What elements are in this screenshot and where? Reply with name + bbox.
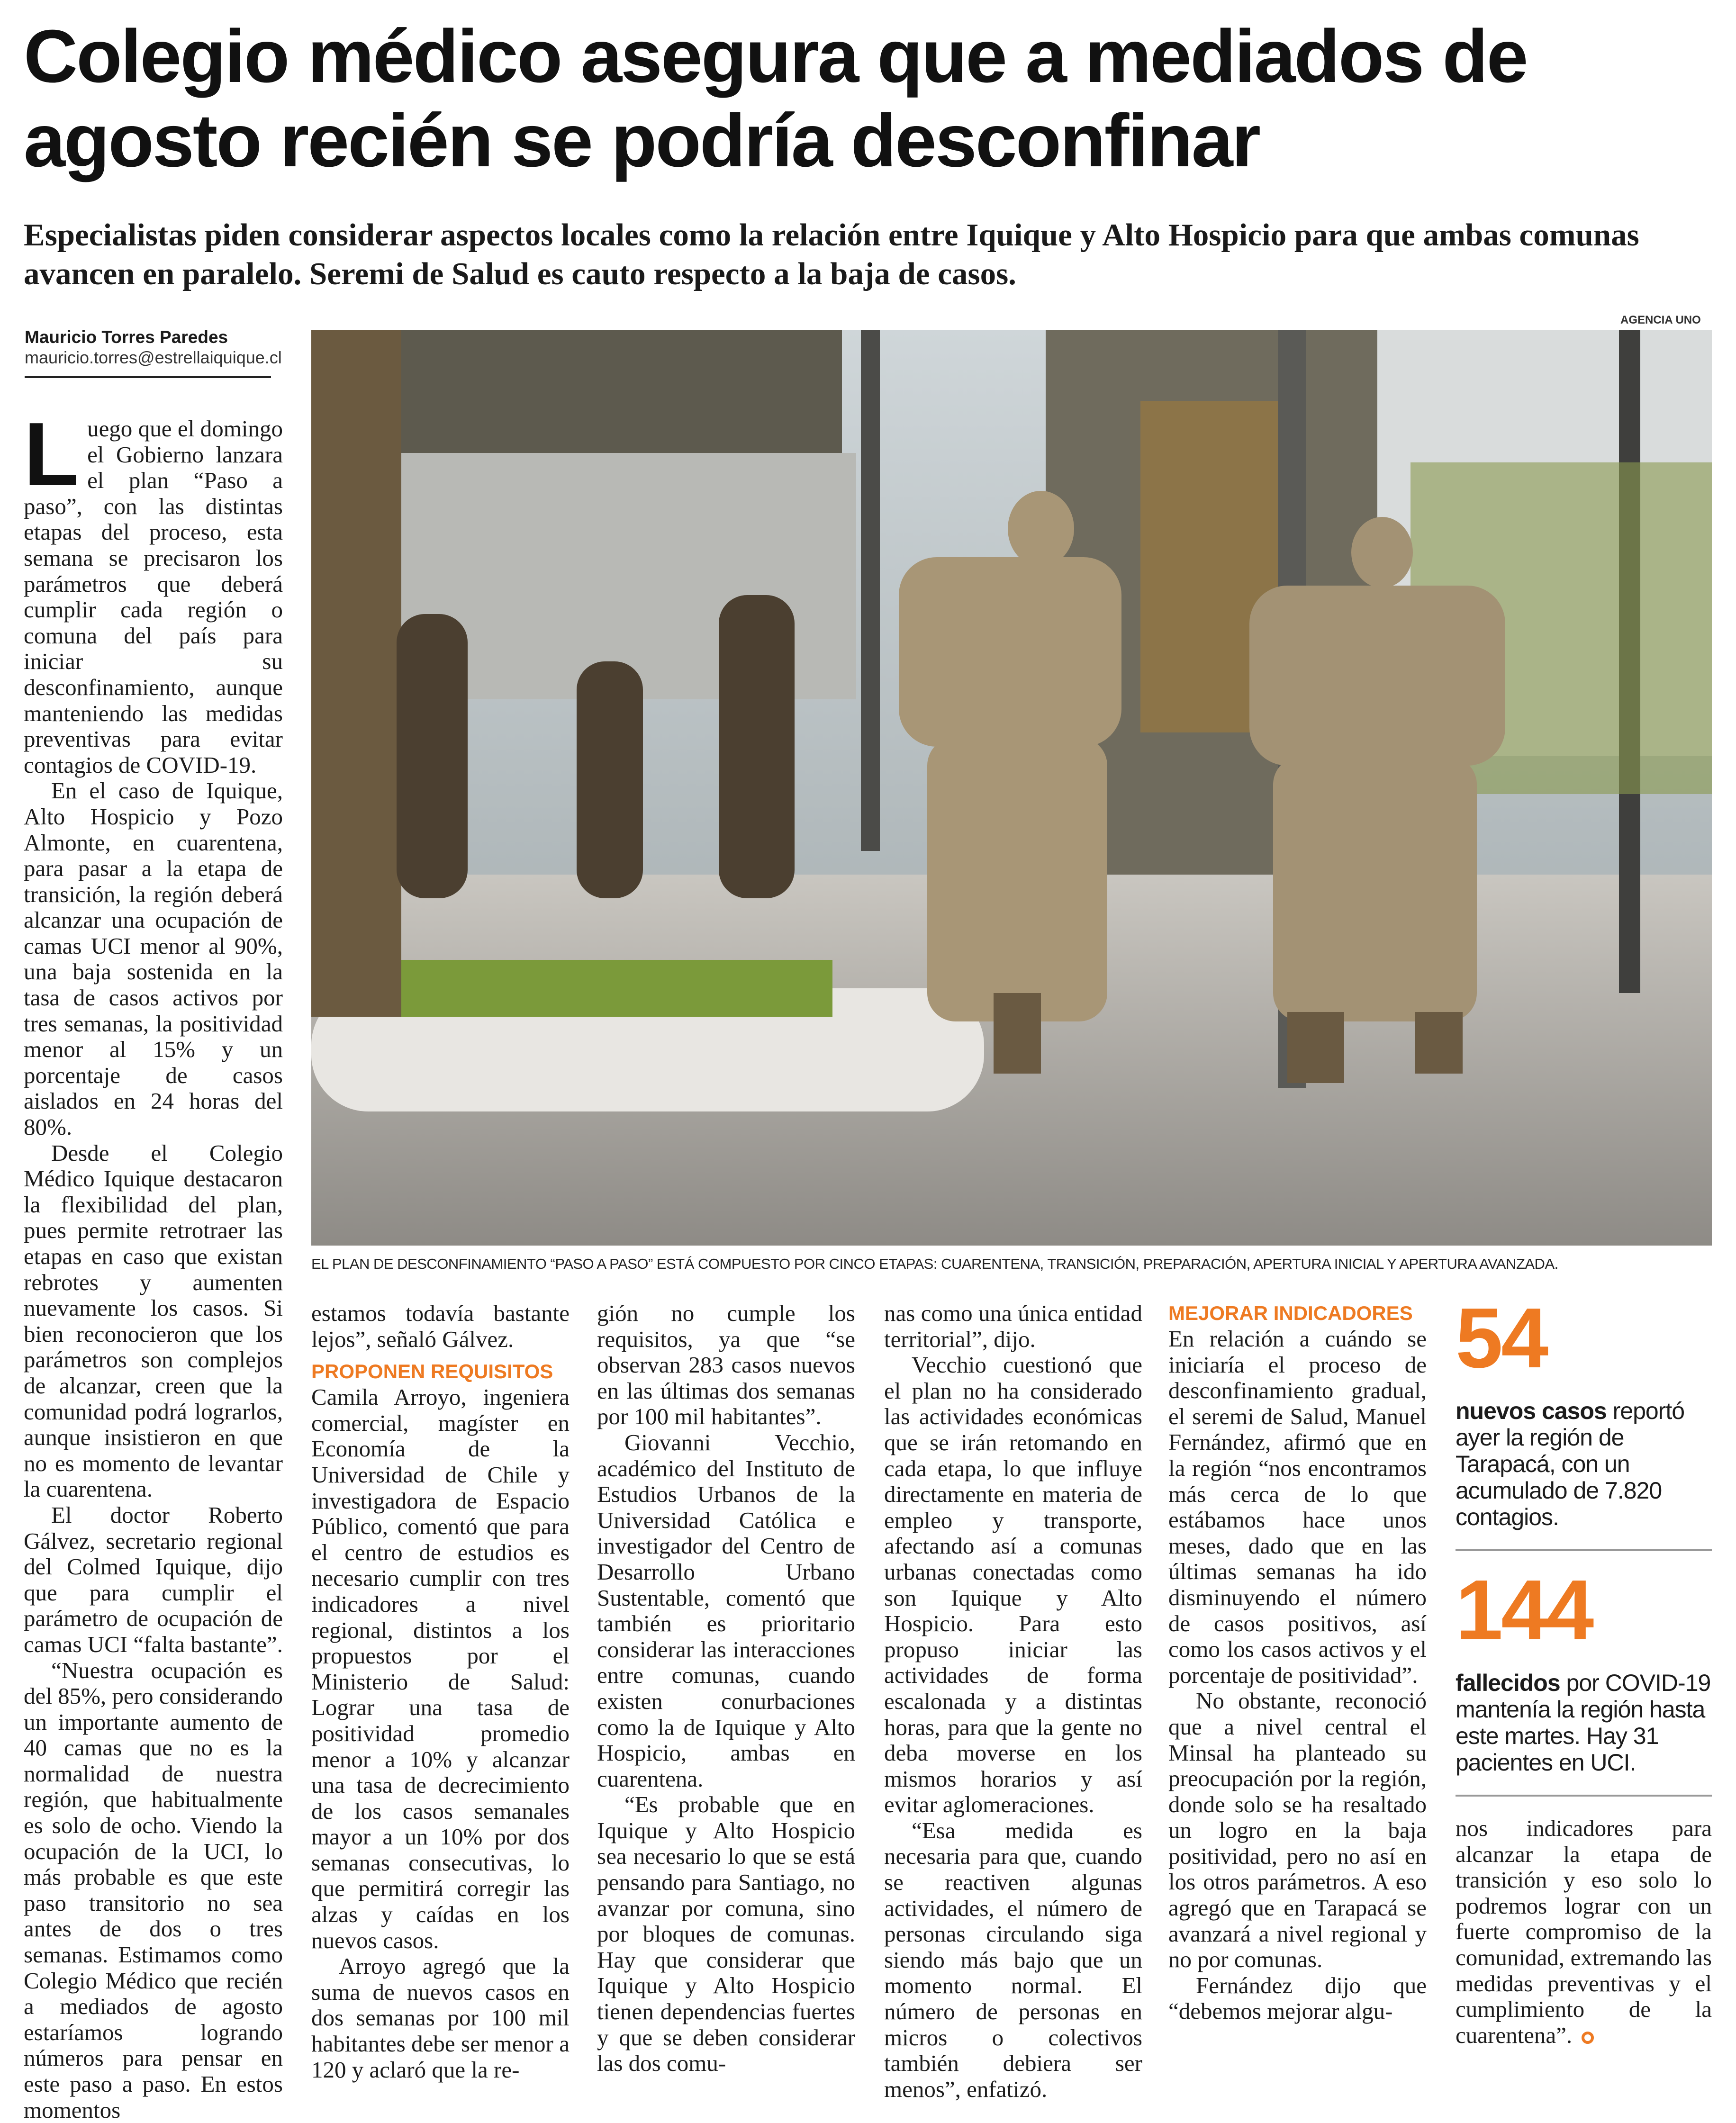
column-1 bbox=[24, 416, 283, 2123]
paragraph: estamos todavía bastante lejos”, señaló Gálvez. bbox=[311, 1301, 570, 1352]
paragraphs bbox=[597, 1430, 855, 2077]
divider bbox=[1456, 1795, 1712, 1797]
paragraph: No obstante, reconoció que a nivel central el Minsal ha planteado su preocupación por la región, donde solo se ha resaltado un logro en la baja positividad, pero no así en los otros parámetros. A eso agregó que en Tarapacá se avanzará a nivel regional y no por comunas. bbox=[1168, 1688, 1427, 1973]
paragraph: “Nuestra ocupación es del 85%, pero considerando un importante aumento de 40 camas que no es la normalidad de nuestra región, que habitualmente es solo de ocho. Viendo la ocupación de la UCI, lo más probable es que este paso transitorio no sea antes de dos o tres semanas. Estimamos como Colegio Médico que recién a mediados de agosto estaríamos logrando números para pensar en este paso a paso. En estos momentos bbox=[24, 1658, 283, 2123]
column-2 bbox=[311, 1301, 570, 2083]
paragraph: gión no cumple los requisitos, ya que “se observan 283 casos nuevos en las últimas dos semanas por 100 mil habitantes”. bbox=[597, 1301, 855, 1430]
paragraph: Giovanni Vecchio, académico del Instituto de Estudios Urbanos de la Universidad Católica e investigador del Centro de Desarrollo Urbano Sustentable, comentó que también es prioritario considerar las interacciones entre comunas, cuando existen conurbaciones como la de Iquique y Alto Hospicio, ambas en cuarentena. bbox=[597, 1430, 855, 1792]
paragraph: En relación a cuándo se iniciaría el proceso de desconfinamiento gradual, el seremi de Salud, Manuel Fernández, afirmó que en la región “nos encontramos más cerca de lo que estábamos hace unos meses, dado que en las últimas semanas ha ido disminuyendo el número de casos positivos, así como los casos activos y el porcentaje de positividad”. bbox=[1168, 1326, 1427, 1688]
paragraph: En el caso de Iquique, Alto Hospicio y Pozo Almonte, en cuarentena, para pasar a la etapa de transición, la región deberá alcanzar una ocupación de camas UCI menor al 90%, una baja sostenida en la tasa de casos activos por tres semanas, la positividad menor al 15% y un porcentaje de casos aislados en 24 horas del 80%. bbox=[24, 778, 283, 1140]
paragraph: Desde el Colegio Médico Iquique destacaron la flexibilidad del plan, pues permite retrotraer las etapas en caso que existan rebrotes y aumenten nuevamente los casos. Si bien reconocieron que los parámetros son complejos de alcanzar, creen que la comunidad podrá lograrlos, aunque insistieron en que no es momento de levantar la cuarentena. bbox=[24, 1140, 283, 1502]
section-subtitle: PROPONEN REQUISITOS bbox=[311, 1359, 570, 1384]
paragraph-text: nos indicadores para alcanzar la etapa de transición y eso solo lo podremos lograr con un fuerte compromiso de la comunidad, extremando las medidas preventivas y el cumplimiento de la cuarentena”. bbox=[1456, 1815, 1712, 2048]
end-of-article-icon bbox=[1582, 2032, 1594, 2044]
paragraph: Camila Arroyo, ingeniera comercial, magíster en Economía de la Universidad de Chile y investigadora de Espacio Público, comentó que para el centro de estudios es necesario cumplir con tres indicadores a nivel regional, distintos a los propuestos por el Ministerio de Salud: Lograr una tasa de positividad promedio menor a 10% y alcanzar una tasa de decrecimiento de los casos semanales mayor a un 10% por dos semanas consecutivas, lo que permitirá corregir las alzas y caídas en los nuevos casos. bbox=[311, 1384, 570, 1953]
stat-new-cases-text bbox=[1456, 1398, 1712, 1530]
paragraphs bbox=[311, 1384, 570, 2083]
paragraph: El doctor Roberto Gálvez, secretario regional del Colmed Iquique, dijo que para cumplir el parámetro de ocupación de camas UCI “falta bastante”. bbox=[24, 1502, 283, 1658]
paragraph: “Es probable que en Iquique y Alto Hospicio sea necesario lo que se está pensando para Santiago, no avanzar por comuna, sino por bloques de comunas. Hay que considerar que Iquique y Alto Hospicio tienen dependencias fuertes y que se deben considerar las dos comu- bbox=[597, 1792, 855, 2077]
column-4 bbox=[884, 1301, 1142, 2102]
stat-new-cases-number: 54 bbox=[1456, 1298, 1712, 1379]
street-scene-soldiers-image bbox=[311, 330, 1712, 1246]
column-6 bbox=[1456, 1816, 1712, 2048]
column-3 bbox=[597, 1301, 855, 2077]
stat-deaths-number: 144 bbox=[1456, 1570, 1712, 1651]
author-name: Mauricio Torres Paredes bbox=[25, 327, 283, 348]
paragraph: nas como una única entidad territorial”, dijo. bbox=[884, 1301, 1142, 1352]
stat-description: por COVID-19 mantenía la región hasta este martes. Hay 31 pacientes en UCI. bbox=[1456, 1670, 1710, 1776]
subheadline: Especialistas piden considerar aspectos locales como la relación entre Iquique y Alto Hospicio para que ambas comunas avancen en paralelo. Seremi de Salud es cauto respecto a la baja de casos. bbox=[24, 216, 1720, 293]
divider bbox=[1456, 1549, 1712, 1551]
stat-label: fallecidos bbox=[1456, 1670, 1560, 1696]
paragraph: Vecchio cuestionó que el plan no ha considerado las actividades económicas que se irán retomando en cada etapa, lo que influye directamente en materia de empleo y transporte, afectando así a comunas urbanas conectadas como son Iquique y Alto Hospicio. Para esto propuso iniciar las actividades de forma escalonada y a distintas horas, para que la gente no deba moverse en los mismos horarios y así evitar aglomeraciones. bbox=[884, 1352, 1142, 1818]
photo-caption: EL PLAN DE DESCONFINAMIENTO “PASO A PASO” ESTÁ COMPUESTO POR CINCO ETAPAS: CUARENTENA, TRANSICIÓN, PREPARACIÓN, APERTURA INICIAL Y APERTURA AVANZADA. bbox=[311, 1256, 1712, 1273]
news-photo bbox=[311, 330, 1712, 1246]
section-subtitle: MEJORAR INDICADORES bbox=[1168, 1301, 1427, 1326]
headline: Colegio médico asegura que a mediados de agosto recién se podría desconfinar bbox=[24, 14, 1720, 183]
paragraph: Fernández dijo que “debemos mejorar algu- bbox=[1168, 1973, 1427, 2024]
paragraph: uego que el domingo el Gobierno lanzara el plan “Paso a paso”, con las distintas etapas del proceso, esta semana se precisaron los parámetros que deberá cumplir cada región o comuna del país para iniciar su desconfinamiento, aunque manteniendo las medidas preventivas para evitar contagios de COVID-19. bbox=[24, 416, 283, 778]
paragraph: Arroyo agregó que la suma de nuevos casos en dos semanas por 100 mil habitantes debe ser menor a 120 y aclaró que la re- bbox=[311, 1953, 570, 2083]
stat-label: nuevos casos bbox=[1456, 1398, 1607, 1424]
stat-description: reportó ayer la región de Tarapacá, con un acumulado de 7.820 contagios. bbox=[1456, 1398, 1684, 1530]
stats-sidebar bbox=[1456, 1298, 1712, 2048]
paragraphs bbox=[24, 416, 283, 2123]
paragraph bbox=[1456, 1816, 1712, 2048]
byline bbox=[25, 327, 283, 378]
photo-credit: AGENCIA UNO bbox=[1620, 314, 1701, 327]
byline-divider bbox=[25, 376, 271, 378]
paragraph: “Esa medida es necesaria para que, cuando se reactiven algunas actividades, el número de personas circulando siga siendo más bajo que un momento normal. El número de personas en micros o colectivos también debiera ser menos”, enfatizó. bbox=[884, 1818, 1142, 2103]
stat-deaths-text bbox=[1456, 1670, 1712, 1776]
author-email[interactable]: mauricio.torres@estrellaiquique.cl bbox=[25, 348, 283, 368]
paragraphs bbox=[884, 1352, 1142, 2102]
paragraphs bbox=[1168, 1688, 1427, 2024]
drop-cap: L bbox=[24, 419, 79, 490]
column-5 bbox=[1168, 1301, 1427, 2024]
